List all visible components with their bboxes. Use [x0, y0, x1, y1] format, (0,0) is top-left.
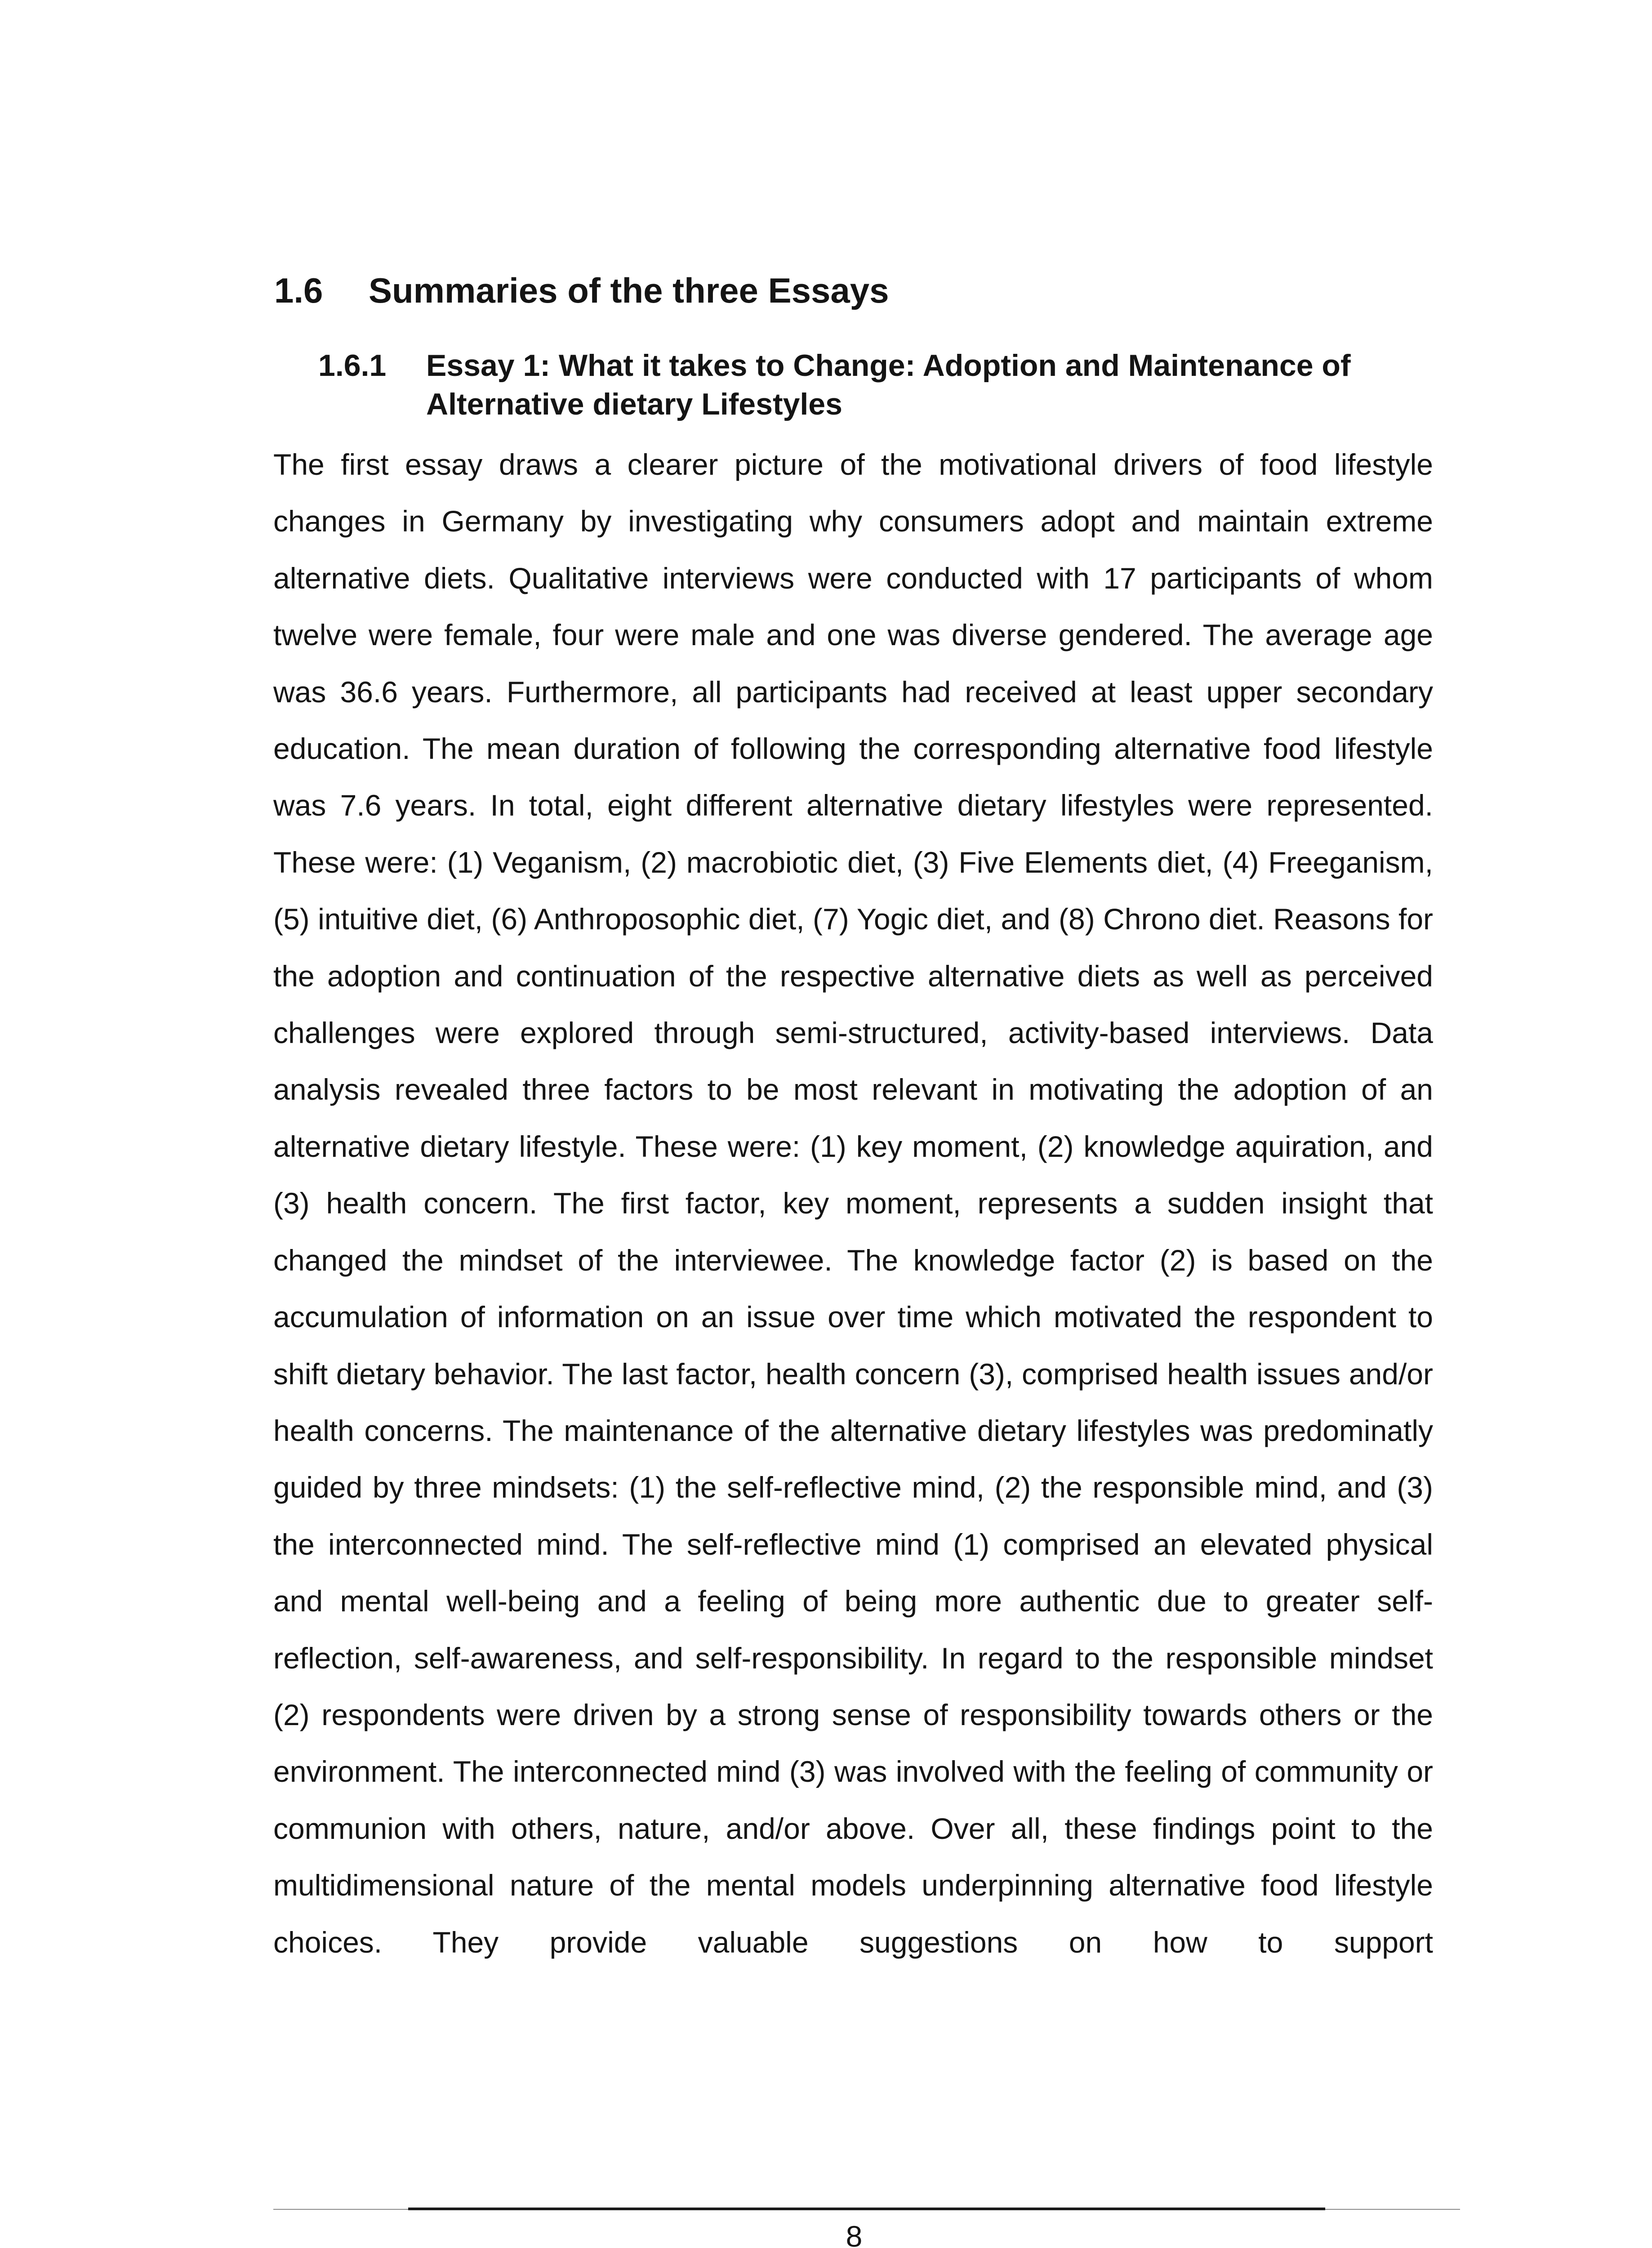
footer-divider — [273, 2208, 1460, 2211]
section-number: 1.6 — [274, 271, 323, 310]
subsection-heading — [318, 346, 1460, 424]
page-number: 8 — [846, 2220, 863, 2248]
subsection-number: 1.6.1 — [318, 348, 387, 383]
section-title: Summaries of the three Essays — [369, 271, 889, 310]
section-heading — [274, 270, 889, 312]
footer-divider-thick-line — [408, 2208, 1325, 2210]
subsection-title: Essay 1: What it takes to Change: Adoption and Maintenance of Alternative dietary Lifestyles — [426, 348, 1351, 421]
body-paragraph: The first essay draws a clearer picture of the motivational drivers of food lifestyle changes in Germany by investigating why consumers adopt and maintain extreme alternative diets. Qualitative interviews were conducted with 17 participants of whom twelve were female, four were male and one was diverse gendered. The average age was 36.6 years. Furthermore, all participants had received at least upper secondary education. The mean duration of following the corresponding alternative food lifestyle was 7.6 years. In total, eight different alternative dietary lifestyles were represented. These were: (1) Veganism, (2) macrobiotic diet, (3) Five Elements diet, (4) Freeganism, (5) intuitive diet, (6) Anthroposophic diet, (7) Yogic diet, and (8) Chrono diet. Reasons for the adoption and continuation of the respective alternative diets as well as perceived challenges were explored through semi-structured, activity-based interviews. Data analysis revealed three factors to be most relevant in motivating the adoption of an alternative dietary lifestyle. These were: (1) key moment, (2) knowledge aquiration, and (3) health concern. The first factor, key moment, represents a sudden insight that changed the mindset of the interviewee. The knowledge factor (2) is based on the accumulation of information on an issue over time which motivated the respondent to shift dietary behavior. The last factor, health concern (3), comprised health issues and/or health concerns. The maintenance of the alternative dietary lifestyles was predominatly guided by three mindsets: (1) the self-reflective mind, (2) the responsible mind, and (3) the interconnected mind. The self-reflective mind (1) comprised an elevated physical and mental well-being and a feeling of being more authentic due to greater self-reflection, self-awareness, and self-responsibility. In regard to the responsible mindset (2) respondents were driven by a strong sense of responsibility towards others or the environment. The interconnected mind (3) was involved with the feeling of community or communion with others, nature, and/or above. Over all, these findings point to the multidimensional nature of the mental models underpinning alternative food lifestyle choices. They provide valuable suggestions on how to support — [273, 448, 1433, 1959]
